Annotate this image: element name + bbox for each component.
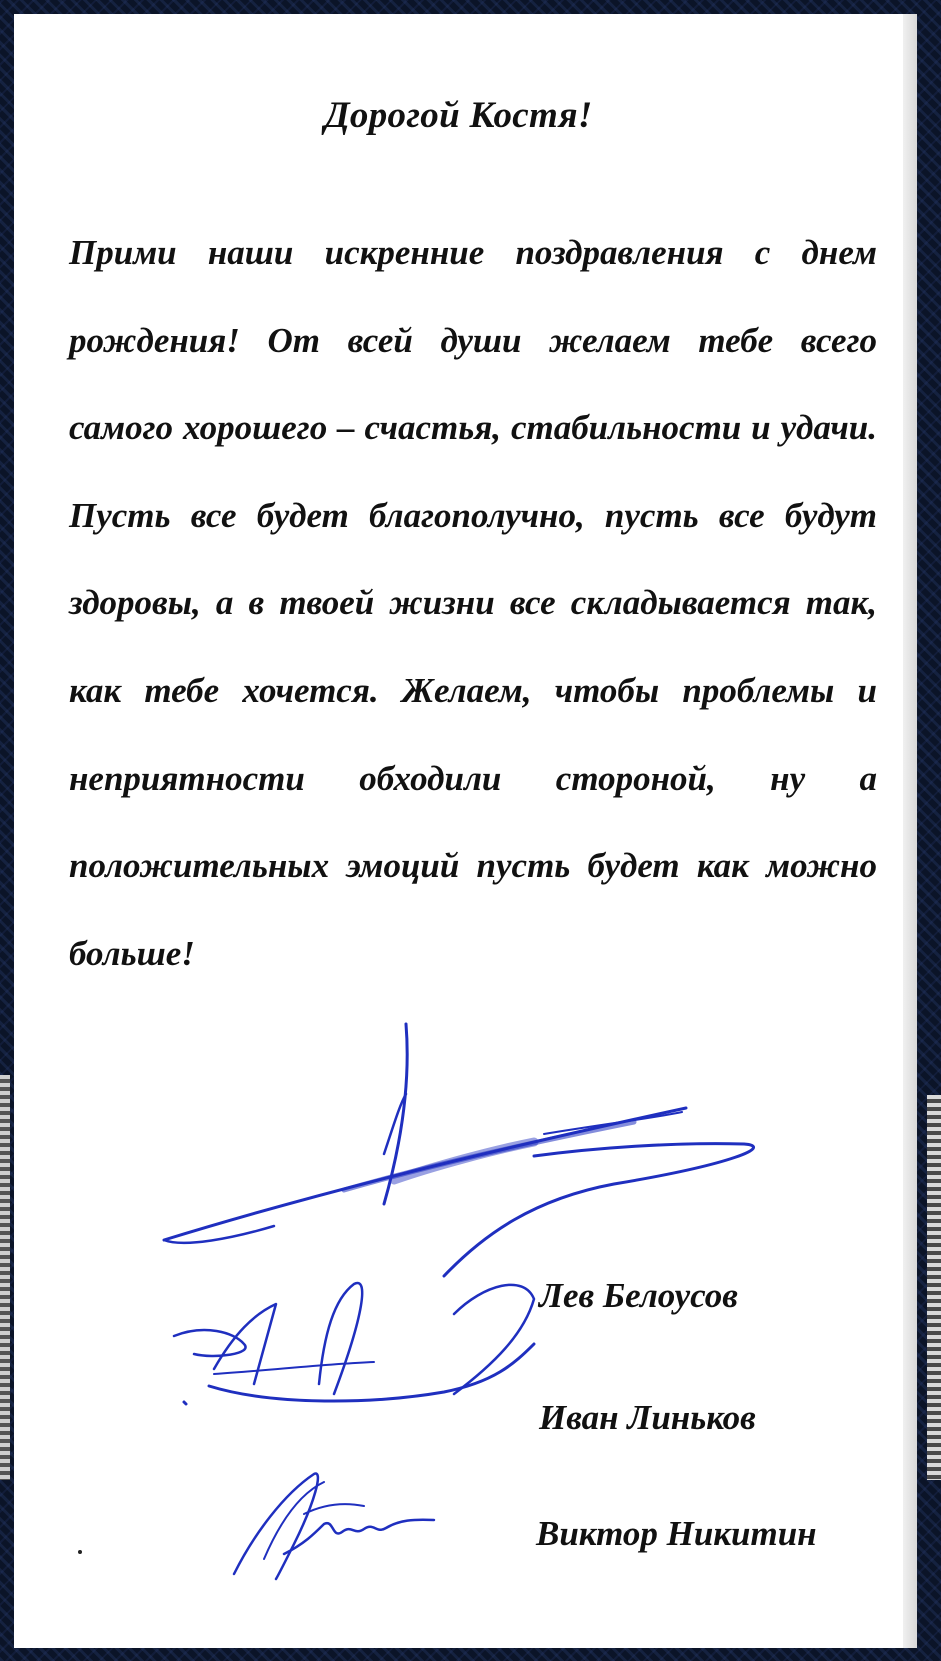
greeting-card <box>14 14 903 1648</box>
ink-speck <box>78 1550 82 1554</box>
card-edge-shade <box>903 14 917 1648</box>
scan-edge-right <box>927 1095 941 1480</box>
signature-3-graphic <box>234 1474 434 1579</box>
signature-2-graphic <box>174 1283 534 1404</box>
signature-1-graphic <box>164 1024 754 1276</box>
signer-name-3: Виктор Никитин <box>536 1514 817 1553</box>
signer-name-2: Иван Линьков <box>539 1398 756 1437</box>
scan-edge-left <box>0 1075 10 1480</box>
signer-name-1: Лев Белоусов <box>539 1276 738 1315</box>
greeting-heading: Дорогой Костя! <box>324 95 593 136</box>
message-body: Прими наши искренние поздравления с днем рождения! От всей души желаем тебе всего самого хорошего – счастья, стабильности и удачи. Пусть все будет благополучно, пусть все будут здоровы, а в твоей жизни все складывается так, как тебе хочется. Желаем, чтобы проблемы и неприятности обходили стороной, ну а положительных эмоций пусть будет как можно больше! <box>69 233 877 973</box>
